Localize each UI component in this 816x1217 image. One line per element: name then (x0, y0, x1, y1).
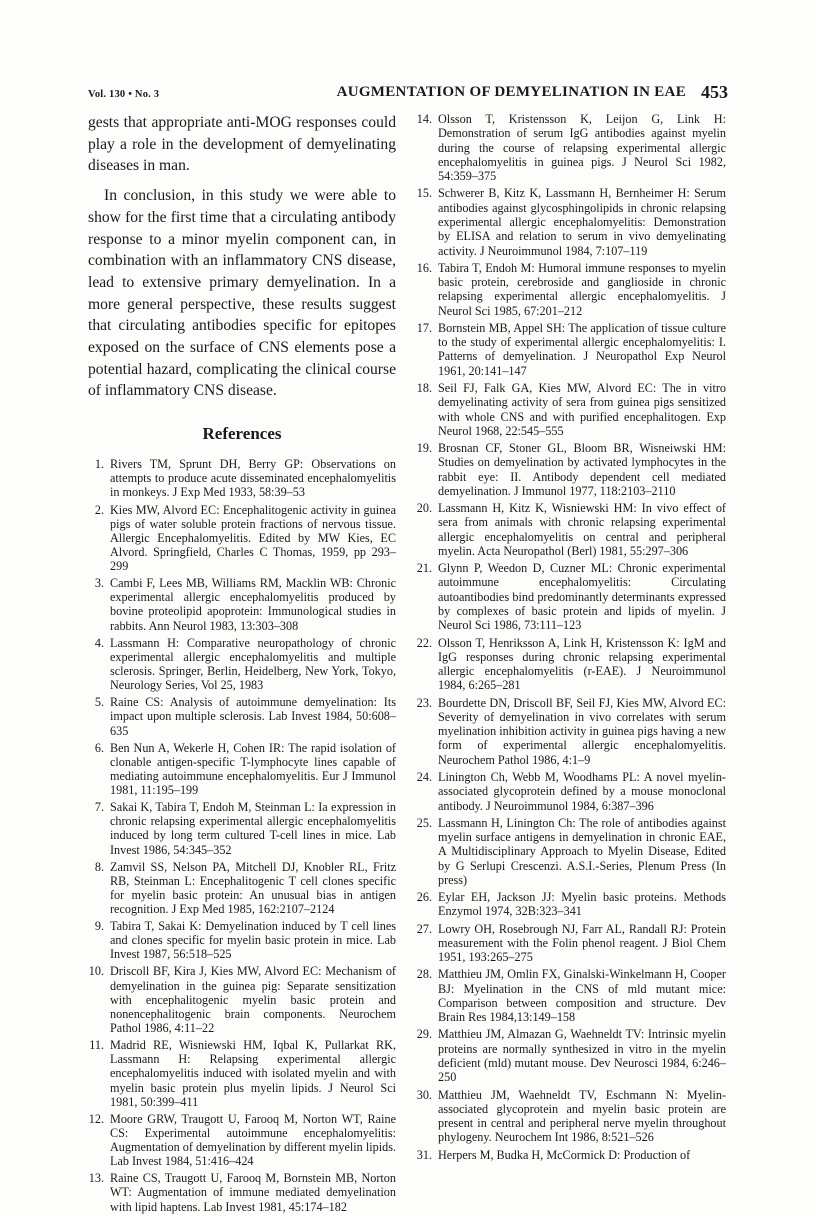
left-column (88, 112, 396, 1217)
reference-number: 8. (94, 859, 104, 874)
reference-text: Olsson T, Kristensson K, Leijon G, Link H: Demonstration of serum IgG antibodies against myelin during the course of relapsing experimental allergic encephalomyelitis in guinea pigs. J Neurol Sci 1982, 54:359–375 (438, 112, 726, 184)
reference-number: 4. (94, 635, 104, 650)
running-title: AUGMENTATION OF DEMYELINATION IN EAE (336, 84, 686, 100)
reference-number: 18. (416, 380, 432, 395)
reference-item (414, 261, 726, 318)
reference-item (88, 1171, 396, 1213)
reference-item (414, 967, 726, 1024)
reference-text: Zamvil SS, Nelson PA, Mitchell DJ, Knobler RL, Fritz RB, Steinman L: Encephalitogenic T cell clones specific for myelin basic protein: An unusual bias in antigen recognition. J Exp Med 1985, 162:2107–2124 (110, 859, 396, 917)
reference-item (414, 112, 726, 183)
reference-number: 22. (416, 635, 432, 650)
reference-text: Lassmann H, Linington Ch: The role of antibodies against myelin surface antigens in demyelination in chronic EAE, A Multidisciplinary Approach to Myelin Disease, Edited by G Serlupi Crescenzi. A.S.I.-Series, Plenum Press (In press) (438, 815, 726, 887)
reference-text: Tabira T, Sakai K: Demyelination induced by T cell lines and clones specific for myelin basic protein in mice. Lab Invest 1987, 56:518–525 (110, 919, 396, 962)
reference-item (414, 922, 726, 965)
reference-item (88, 964, 396, 1035)
reference-item (414, 441, 726, 498)
reference-number: 13. (88, 1171, 104, 1186)
reference-number: 26. (416, 890, 432, 905)
reference-text: Raine CS: Analysis of autoimmune demyelination: Its impact upon multiple sclerosis. Lab Invest 1984, 50:608–635 (110, 695, 396, 738)
reference-number: 25. (416, 815, 432, 830)
reference-item (88, 919, 396, 961)
reference-number: 3. (94, 576, 104, 591)
reference-number: 12. (88, 1111, 104, 1126)
reference-item (88, 695, 396, 737)
running-header (88, 83, 728, 107)
reference-item (414, 186, 726, 257)
reference-item (88, 1038, 396, 1109)
reference-item (88, 457, 396, 499)
reference-text: Brosnan CF, Stoner GL, Bloom BR, Wisneiwski HM: Studies on demyelination by activated lymphocytes in the rabbit eye: II. Antibody dependent cell mediated demyelination. J Immunol 1977, 118:2103–2110 (438, 440, 726, 498)
reference-list-left (88, 457, 396, 1214)
reference-item (414, 561, 726, 632)
reference-item (414, 696, 726, 767)
reference-text: Eylar EH, Jackson JJ: Myelin basic proteins. Methods Enzymol 1974, 32B:323–341 (438, 890, 726, 919)
reference-item (88, 860, 396, 917)
reference-number: 19. (416, 440, 432, 455)
reference-text: Madrid RE, Wisniewski HM, Iqbal K, Pullarkat RK, Lassmann H: Relapsing experimental allergic encephalomyelitis induced with isolated myelin and with myelin basic protein plus myelin lipids. J Neurol Sci 1981, 50:399–411 (110, 1038, 396, 1109)
reference-number: 31. (416, 1147, 432, 1162)
reference-item (88, 636, 396, 693)
reference-number: 24. (416, 769, 432, 784)
reference-text: Lassmann H, Kitz K, Wisniewski HM: In vivo effect of sera from animals with chronic relapsing experimental allergic encephalomyelitis on central and peripheral myelin. Acta Neuropathol (Berl) 1981, 55:297–306 (438, 501, 726, 558)
reference-item (414, 381, 726, 438)
reference-text: Tabira T, Endoh M: Humoral immune responses to myelin basic protein, cerebroside and ganglioside in chronic relapsing experimental allergic encephalomyelitis. J Neurol Sci 1985, 67:201–212 (438, 260, 726, 318)
reference-number: 29. (416, 1027, 432, 1042)
reference-item (88, 1112, 396, 1169)
reference-number: 23. (416, 695, 432, 710)
reference-text: Driscoll BF, Kira J, Kies MW, Alvord EC: Mechanism of demyelination in the guinea pig: Separate sensitization with encephalitogenic myelin basic protein and nonencephalitogenic brain components. Neurochem Pathol 1986, 4:11–22 (110, 964, 396, 1036)
reference-text: Ben Nun A, Wekerle H, Cohen IR: The rapid isolation of clonable antigen-specific T-lymphocyte lines capable of mediating autoimmune encephalomyelitis. Eur J Immunol 1981, 11:195–199 (110, 740, 396, 798)
reference-text: Olsson T, Henriksson A, Link H, Kristensson K: IgM and IgG responses during chronic relapsing experimental allergic encephalomyelitis (r-EAE). J Neuroimmunol 1984, 6:265–281 (438, 635, 726, 693)
reference-number: 5. (94, 695, 104, 710)
reference-item (414, 770, 726, 813)
reference-item (414, 1027, 726, 1084)
reference-text: Glynn P, Weedon D, Cuzner ML: Chronic experimental autoimmune encephalomyelitis: Circulating autoantibodies bind predominantly determinants expressed by complexes of basic protein and lipids of myelin. J Neurol Sci 1986, 73:111–123 (438, 561, 726, 633)
reference-text: Kies MW, Alvord EC: Encephalitogenic activity in guinea pigs of water soluble protein fractions of nervous tissue. Allergic Encephalomyelitis. Edited by MW Kies, EC Alvord. Springfield, Charles C Thomas, 1959, pp 293–299 (110, 502, 396, 574)
reference-number: 2. (94, 502, 104, 517)
reference-text: Bourdette DN, Driscoll BF, Seil FJ, Kies MW, Alvord EC: Severity of demyelination in vivo correlates with serum myelination inhibition activity in guinea pigs having a new form of experimental allergic encephalomyelitis. Neurochem Pathol 1986, 4:1–9 (438, 695, 726, 767)
reference-text: Lassmann H: Comparative neuropathology of chronic experimental allergic encephalomyelitis and multiple sclerosis. Springer, Berlin, Heidelberg, New York, Tokyo, Neurology Series, Vol 25, 1983 (110, 635, 396, 693)
reference-number: 15. (416, 186, 432, 201)
reference-text: Schwerer B, Kitz K, Lassmann H, Bernheimer H: Serum antibodies against glycosphingolipids in chronic relapsing experimental allergic encephalomyelitis: Demonstration by ELISA and relation to serum in vivo demyelinating activity. J Neuroimmunol 1984, 7:107–119 (438, 186, 726, 258)
reference-number: 27. (416, 921, 432, 936)
volume-issue: Vol. 130 • No. 3 (88, 89, 160, 100)
references-heading: References (202, 424, 282, 444)
page-number: 453 (701, 82, 728, 102)
reference-text: Matthieu JM, Waehneldt TV, Eschmann N: Myelin-associated glycoprotein and myelin basic protein are present in central and peripheral nerve myelin throughout phylogeny. Neurochem Int 1986, 8:521–526 (438, 1087, 726, 1145)
reference-text: Sakai K, Tabira T, Endoh M, Steinman L: Ia expression in chronic relapsing experimental allergic encephalomyelitis induced by long term cultured T-cell lines in mice. Lab Invest 1986, 54:345–352 (110, 800, 396, 857)
reference-number: 17. (416, 320, 432, 335)
reference-number: 21. (416, 561, 432, 576)
reference-item (414, 1088, 726, 1145)
reference-text: Matthieu JM, Almazan G, Waehneldt TV: Intrinsic myelin proteins are normally synthesized in vitro in the myelin deficient (mld) mutant mouse. Dev Neurosci 1984, 6:246–250 (438, 1027, 726, 1085)
reference-number: 1. (94, 457, 104, 472)
reference-number: 20. (416, 501, 432, 516)
reference-number: 28. (416, 967, 432, 982)
reference-text: Rivers TM, Sprunt DH, Berry GP: Observations on attempts to produce acute disseminated encephalomyelitis in monkeys. J Exp Med 1933, 58:39–53 (110, 457, 396, 500)
reference-item (88, 741, 396, 798)
reference-text: Moore GRW, Traugott U, Farooq M, Norton WT, Raine CS: Experimental autoimmune encephalomyelitis: Augmentation of demyelination by different myelin lipids. Lab Invest 1984, 51:416–424 (110, 1111, 396, 1169)
reference-number: 7. (94, 800, 104, 815)
reference-number: 10. (88, 964, 104, 979)
reference-item (88, 576, 396, 633)
reference-number: 30. (416, 1087, 432, 1102)
reference-item (88, 503, 396, 574)
reference-text: Raine CS, Traugott U, Farooq M, Bornstein MB, Norton WT: Augmentation of immune mediated demyelination with lipid haptens. Lab Invest 1981, 45:174–182 (110, 1171, 396, 1214)
reference-list-right (414, 112, 726, 1162)
reference-item (88, 800, 396, 857)
reference-item (414, 816, 726, 887)
reference-text: Seil FJ, Falk GA, Kies MW, Alvord EC: The in vitro demyelinating activity of sera from guinea pigs sensitized with whole CNS and with purified encephalitogen. Exp Neurol 1968, 22:545–555 (438, 380, 726, 438)
reference-text: Bornstein MB, Appel SH: The application of tissue culture to the study of experimental allergic encephalomyelitis: I. Patterns of demyelination. J Neuropathol Exp Neurol 1961, 20:141–147 (438, 320, 726, 378)
reference-number: 6. (94, 740, 104, 755)
reference-number: 14. (416, 112, 432, 126)
reference-text: Matthieu JM, Omlin FX, Ginalski-Winkelmann H, Cooper BJ: Myelination in the CNS of mld mutant mice: Comparison between composition and structure. Dev Brain Res 1984,13:149–158 (438, 967, 726, 1025)
reference-text: Herpers M, Budka H, McCormick D: Production of (438, 1147, 691, 1162)
reference-number: 16. (416, 260, 432, 275)
reference-item (414, 1148, 726, 1162)
right-column (414, 112, 726, 1165)
reference-text: Cambi F, Lees MB, Williams RM, Macklin WB: Chronic experimental allergic encephalomyelitis produced by bovine proteolipid apoprotein: Immunological studies in rabbits. Ann Neurol 1983, 13:303–308 (110, 576, 396, 633)
reference-item (414, 890, 726, 919)
body-paragraph-continued: gests that appropriate anti-MOG responses could play a role in the development of demyelinating diseases in man. (88, 114, 396, 175)
reference-text: Linington Ch, Webb M, Woodhams PL: A novel myelin-associated glycoprotein defined by a mouse monoclonal antibody. J Neuroimmunol 1984, 6:387–396 (438, 769, 726, 813)
reference-item (414, 636, 726, 693)
reference-number: 11. (89, 1038, 104, 1053)
reference-item (414, 321, 726, 378)
body-paragraph-conclusion: In conclusion, in this study we were able to show for the first time that a circulating antibody response to a minor myelin component can, in combination with an inflammatory CNS disease, lead to extensive primary demyelination. In a more general perspective, these results suggest that circulating antibodies specific for epitopes exposed on the surface of CNS elements pose a potential hazard, complicating the clinical course of inflammatory CNS disease. (88, 187, 396, 400)
reference-text: Lowry OH, Rosebrough NJ, Farr AL, Randall RJ: Protein measurement with the Folin phenol reagent. J Biol Chem 1951, 193:265–275 (438, 921, 726, 965)
reference-item (414, 501, 726, 558)
reference-number: 9. (94, 919, 104, 934)
